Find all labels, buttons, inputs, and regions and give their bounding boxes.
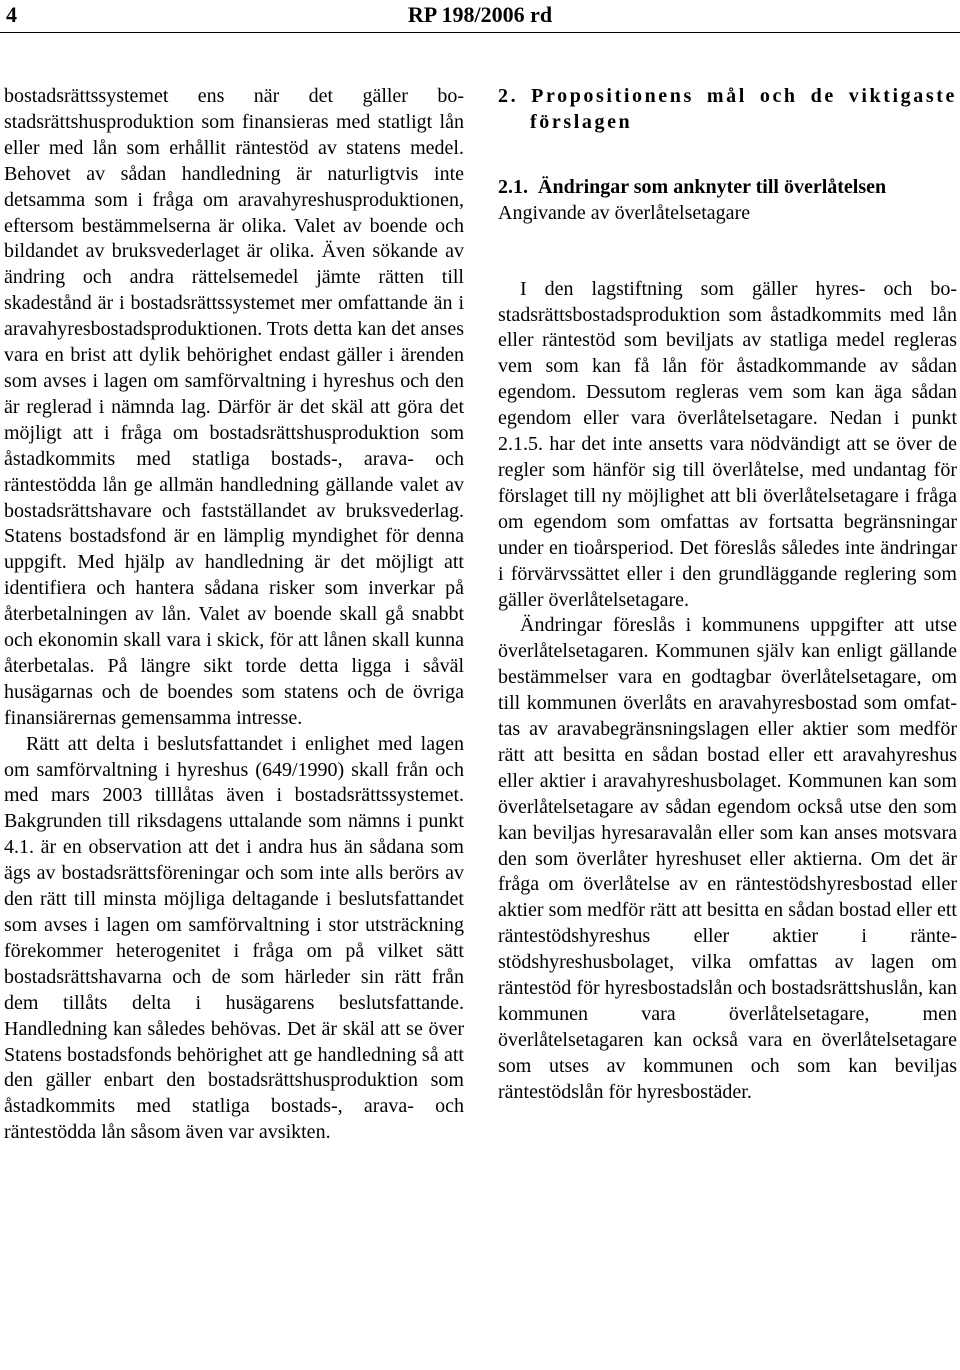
body-paragraph: I den lagstiftning som gäller hyres- och bostadsrättsbostadsproduktion som åstadkommits med lån eller räntestöd som beviljats av statliga medel regleras vem som kan få lån för åstadkommande av sådan egendom. Dessutom regleras vem som kan äga sådan egendom eller vara överlåtelsetagare. Nedan i punkt 2.1.5. har det inte ansetts vara nödvändigt att se över de regler som hänför sig till överlåtelse, med undantag för förslaget till ny möjlighet att bli överlåtelsetagare i fråga om egendom som omfattas av fortsatta begränsningar under en tioårsperiod. Det föreslås således inte ändringar i förvärvssättet eller i den grundläggande reglering som gäller överlåtelsetagare. <box>498 277 957 611</box>
section-heading: 2. Propositionens mål och de viktigaste förslagen <box>498 85 957 133</box>
left-column <box>4 84 464 1146</box>
subsection-title: Ändringar som anknyter till överlåtelsen <box>538 175 887 198</box>
subsection-heading <box>498 175 957 201</box>
body-paragraph: Ändringar föreslås i kommunens uppgifter att utse överlåtelsetagaren. Kommunen själv kan enligt gällande bestämmelser vara en godtagbar överlåtelsetagare, om till kommunen överlåts en aravahyresbostad som omfattas av aravabegränsningslagen eller aktier som medför rätt att besitta en sådan bostad eller ett aravahyreshus eller aktier i aravahyreshusbolaget. Kommunen kan som överlåtelsetagare av sådan egendom också utse den som kan beviljas hyresaravalån eller som kan anses motsvara den som överlåter hyreshuset eller aktierna. Om det är fråga om överlåtelse av en räntestödshyresbostad eller aktier som medför rätt att besitta en sådan bostad eller ett räntestödshyreshus eller aktier i räntestödshyreshusbolaget, vilka omfattas av lagen om räntestöd för hyresbostadslån och bostadsrättshuslån, kan kommunen vara överlåtelsetagare, men överlåtelsetagaren kan också vara en överlåtelsetagare som utses av kommunen och som kan beviljas räntestödslån för hyresbostäder. <box>498 614 957 1103</box>
body-paragraph: Rätt att delta i beslutsfattandet i enlighet med lagen om samförvaltning i hyreshus (649/1990) skall från och med mars 2003 tilllåtas även i bostadsrättssystemet. Bakgrunden till riksdagens uttalande som nämns i punkt 4.1. är en observation att det i andra hus än sådana som ägs av bostadsrättsföreningar och som inte alls berörs av den rätt till minsta möjliga deltagande i beslutsfattandet som avses i lagen om samförvaltning i stor utsträckning förekommer heterogenitet i fråga om på vilket sätt bostadsrättshavarna och de som härleder sin rätt från dem tillåts delta i husägarens beslutsfattande. Handledning kan således behövas. Det är skäl att se över Statens bostadsfonds behörighet att ge handledning så att den gäller enbart den bostadsrättshusproduktion som åstadkommits med statliga bostads-, arava- och räntestödda lån såsom även var avsikten. <box>4 732 464 1144</box>
subsubsection-title: Angivande av överlåtelsetagare <box>498 201 751 224</box>
header-rule <box>0 32 960 33</box>
body-paragraph: bostadsrättssystemet ens när det gäller bostadsrättshusproduktion som finansieras med statligt lån eller med lån som erhållit räntestöd av statens medel. Behovet av sådan handledning är naturligtvis inte detsamma som i fråga om aravahyreshusproduktionen, eftersom bestämmelserna är olika. Valet av boende och bildandet av bruksvederlaget är olika. Även sökande av ändring och andra rättelsemedel jämte rätten till skadestånd är i bostadsrättssystemet mer omfattande än i aravahyresbostadsproduktionen. Trots detta kan det anses vara en brist att dylik behörighet endast gäller i ärenden som avses i lagen om samförvaltning i hyreshus och den är reglerad i nämnda lag. Därför är det skäl att göra det möjligt att i fråga om bostadsrättshusproduktion som åstadkommits med statliga bostads-, arava- och räntestödda lån ge allmän handledning gällande valet av bostadsrättshavare och fastställandet av bruksvederlag. Statens bostadsfond är en lämplig myndighet för denna uppgift. Med hjälp av handledning är det möjligt att identifiera och hantera sådana risker som inverkar på återbetalningen av lån. Valet av boende skall gå snabbt och ekonomin skall vara i skick, för att lånen skall kunna återbetalas. På längre sikt torde detta ligga i såväl husägarnas och de boendes som statens och de övriga finansiärernas gemensamma intresse. <box>4 85 464 729</box>
page-number: 4 <box>6 2 17 27</box>
subsection-number: 2.1. <box>498 175 528 198</box>
page-header <box>0 0 960 32</box>
document-reference: RP 198/2006 rd <box>407 2 553 27</box>
right-column <box>498 84 957 1106</box>
